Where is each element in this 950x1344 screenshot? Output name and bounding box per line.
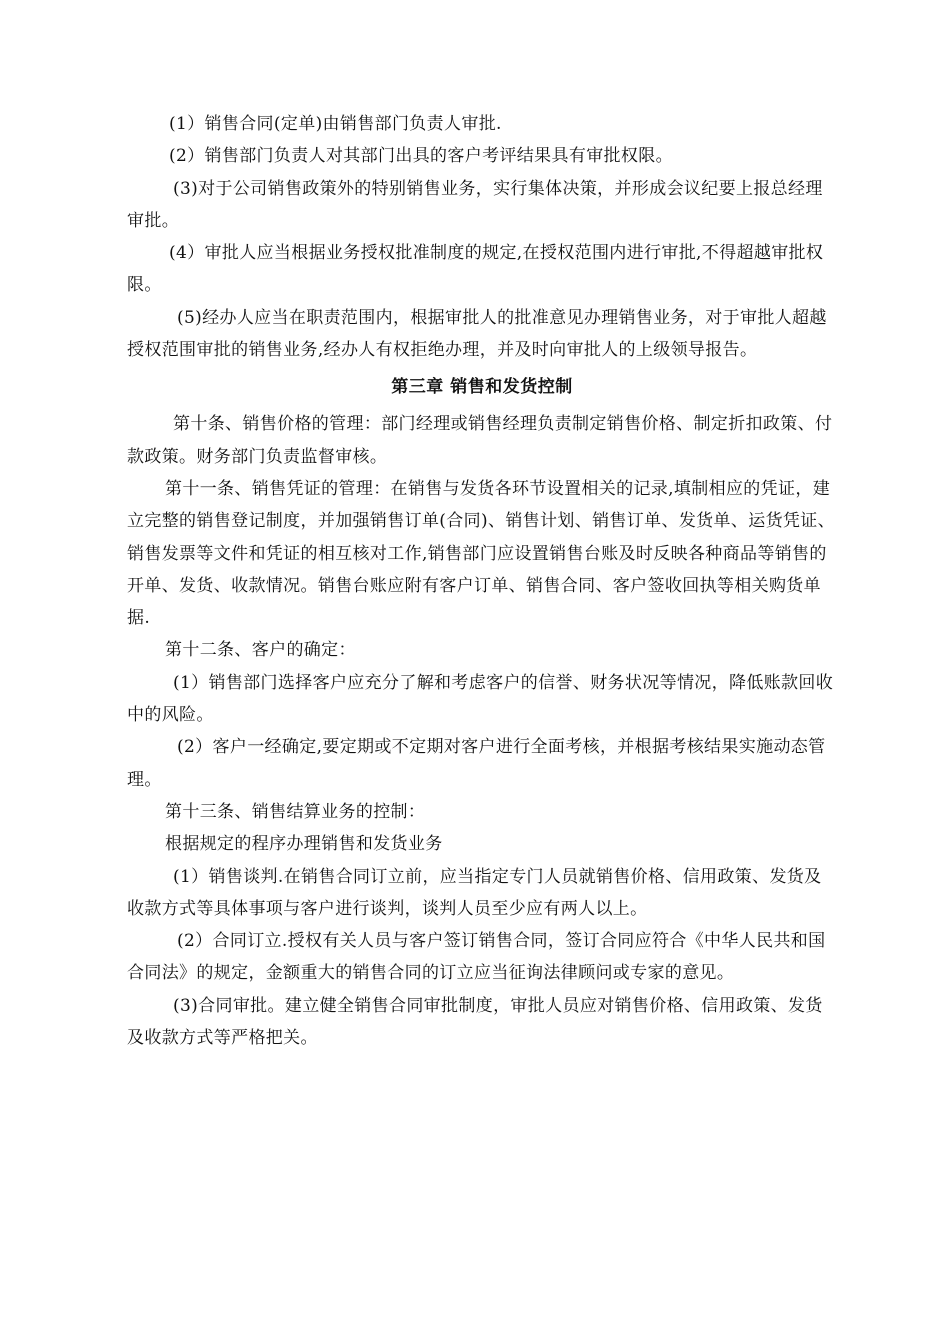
document-body xyxy=(127,108,837,1054)
paragraph-approval-3: (3)对于公司销售政策外的特别销售业务，实行集体决策，并形成会议纪要上报总经理审批。 xyxy=(127,178,823,231)
article-12-item-2: (2）客户一经确定,要定期或不定期对客户进行全面考核，并根据考核结果实施动态管理。 xyxy=(127,737,826,790)
article-13-intro: 根据规定的程序办理销售和发货业务 xyxy=(165,834,443,855)
article-11: 第十一条、销售凭证的管理：在销售与发货各环节设置相关的记录,填制相应的凭证，建立完整的销售登记制度，并加强销售订单(合同)、销售计划、销售订单、发货单、运货凭证、销售发票等文件和凭证的相互核对工作,销售部门应设置销售台账及时反映各种商品等销售的开单、发货、收款情况。销售台账应附有客户订单、销售合同、客户签收回执等相关购货单据. xyxy=(127,478,835,629)
article-13-item-3: (3)合同审批。建立健全销售合同审批制度，审批人员应对销售价格、信用政策、发货及收款方式等严格把关。 xyxy=(127,995,823,1049)
paragraph-approval-4: (4）审批人应当根据业务授权批准制度的规定,在授权范围内进行审批,不得超越审批权限。 xyxy=(127,243,824,296)
article-10: 第十条、销售价格的管理：部门经理或销售经理负责制定销售价格、制定折扣政策、付款政策。财务部门负责监督审核。 xyxy=(127,414,833,467)
paragraph-approval-5: (5)经办人应当在职责范围内，根据审批人的批准意见办理销售业务，对于审批人超越授权范围审批的销售业务,经办人有权拒绝办理，并及时向审批人的上级领导报告。 xyxy=(127,307,827,361)
article-13-item-1: (1）销售谈判.在销售合同订立前，应当指定专门人员就销售价格、信用政策、发货及收款方式等具体事项与客户进行谈判，谈判人员至少应有两人以上。 xyxy=(127,866,822,919)
article-13-item-2: (2）合同订立.授权有关人员与客户签订销售合同，签订合同应符合《中华人民共和国合同法》的规定，金额重大的销售合同的订立应当征询法律顾问或专家的意见。 xyxy=(127,931,826,984)
article-12-item-1: (1）销售部门选择客户应充分了解和考虑客户的信誉、财务状况等情况，降低账款回收中的风险。 xyxy=(127,672,834,726)
article-12-title: 第十二条、客户的确定： xyxy=(165,640,356,661)
chapter-heading: 第三章 销售和发货控制 xyxy=(391,377,573,398)
paragraph-approval-1: (1）销售合同(定单)由销售部门负责人审批. xyxy=(169,114,502,134)
paragraph-approval-2: (2）销售部门负责人对其部门出具的客户考评结果具有审批权限。 xyxy=(169,146,673,167)
article-13-title: 第十三条、销售结算业务的控制： xyxy=(165,801,426,822)
